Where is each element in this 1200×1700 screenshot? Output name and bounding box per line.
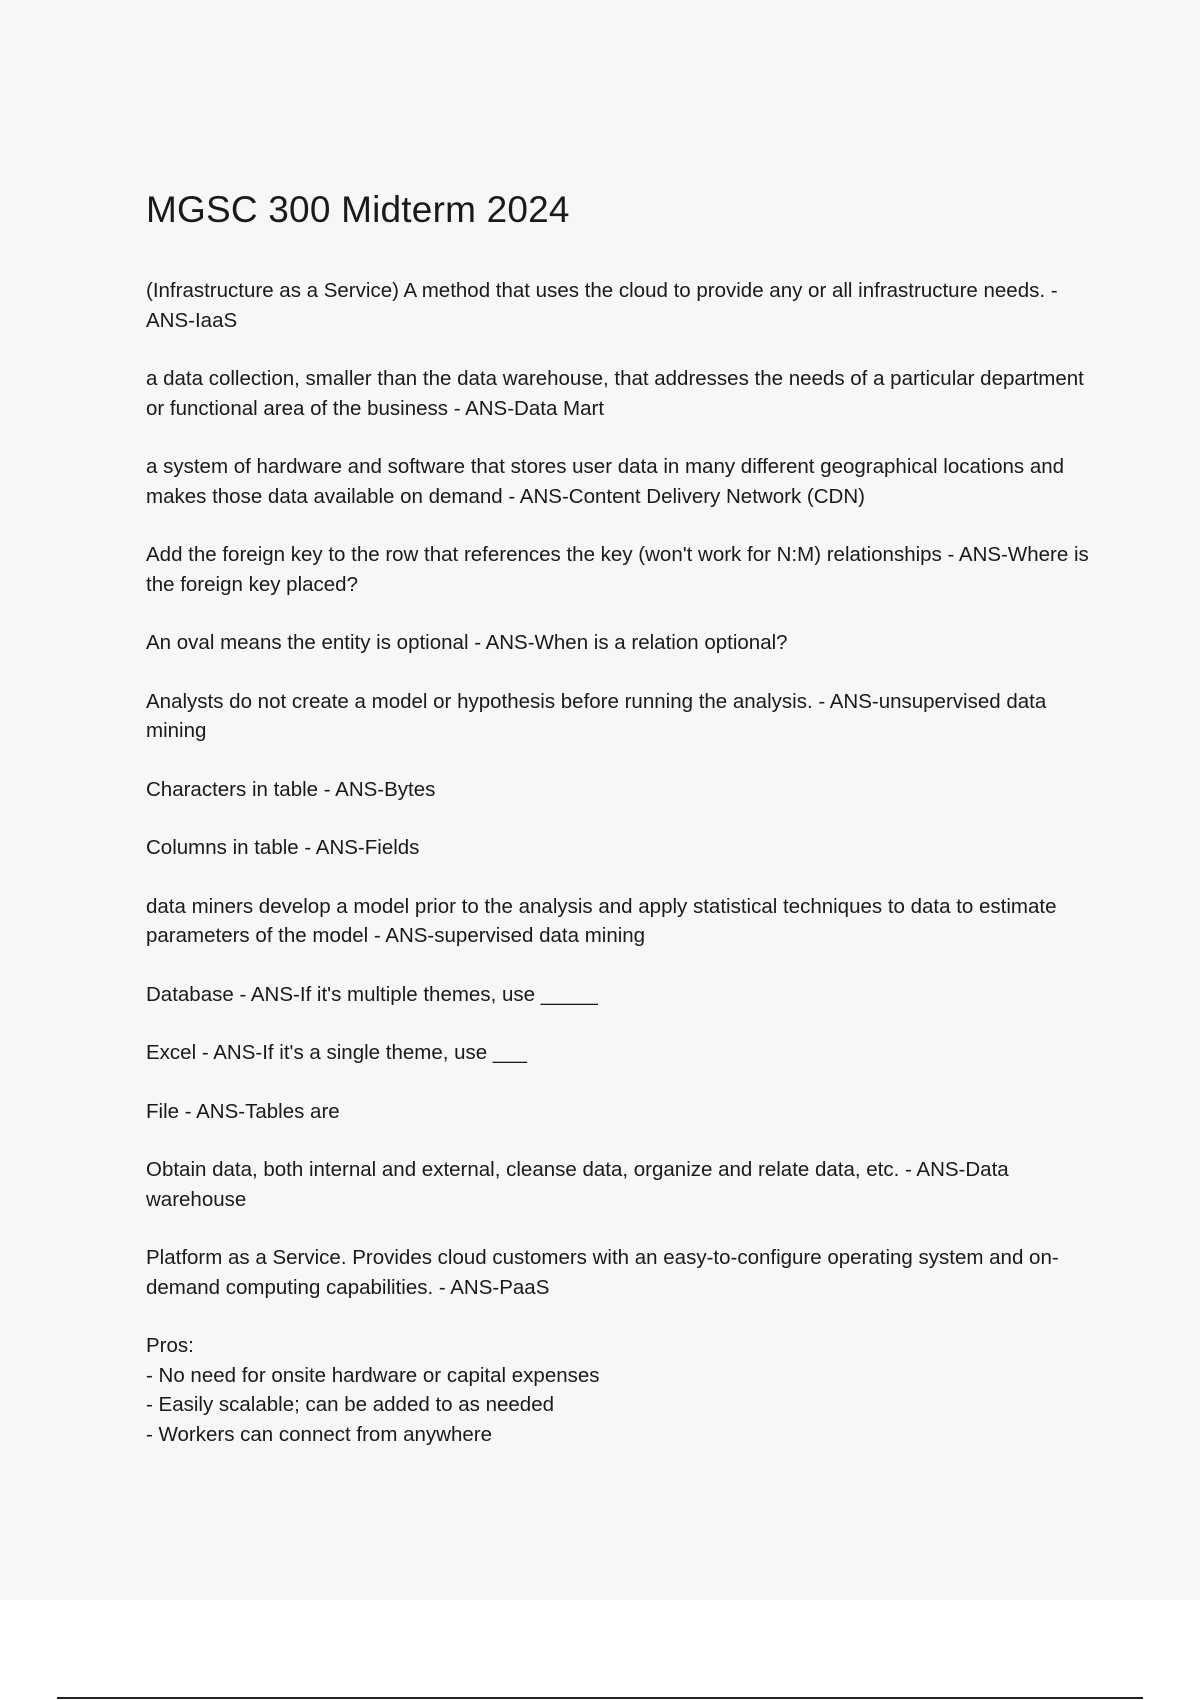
entry-fields: Columns in table - ANS-Fields bbox=[146, 836, 420, 859]
entry-iaas: (Infrastructure as a Service) A method that uses the cloud to provide any or all infrastructure needs. - ANS-IaaS bbox=[146, 279, 1058, 332]
entry-cdn: a system of hardware and software that stores user data in many different geographical locations and makes those data available on demand - ANS-Content Delivery Network (CDN) bbox=[146, 455, 1065, 508]
footer-divider bbox=[57, 1697, 1143, 1699]
entry-foreign-key: Add the foreign key to the row that references the key (won't work for N:M) relationships - ANS-Where is the foreign key placed? bbox=[146, 543, 1089, 596]
entry-file: File - ANS-Tables are bbox=[146, 1099, 340, 1123]
document-title: MGSC 300 Midterm 2024 bbox=[146, 189, 570, 230]
entry-unsupervised: Analysts do not create a model or hypothesis before running the analysis. - ANS-unsupervised data mining bbox=[146, 689, 1047, 742]
entry-optional-relation: An oval means the entity is optional - ANS-When is a relation optional? bbox=[146, 631, 788, 654]
entry-pros: Pros: - No need for onsite hardware or capital expenses - Easily scalable; can be added to as needed - Workers can connect from anywhere bbox=[146, 1334, 600, 1446]
entry-database: Database - ANS-If it's multiple themes, use _____ bbox=[146, 982, 598, 1006]
entry-data-warehouse: Obtain data, both internal and external, cleanse data, organize and relate data, etc. - ANS-Data warehouse bbox=[146, 1158, 1009, 1211]
entry-bytes: Characters in table - ANS-Bytes bbox=[146, 777, 436, 801]
document-body bbox=[146, 186, 1096, 1478]
entry-excel: Excel - ANS-If it's a single theme, use ___ bbox=[146, 1041, 528, 1064]
entry-data-mart: a data collection, smaller than the data warehouse, that addresses the needs of a particular department or functional area of the business - ANS-Data Mart bbox=[146, 367, 1084, 420]
entry-paas: Platform as a Service. Provides cloud customers with an easy-to-configure operating system and on-demand computing capabilities. - ANS-PaaS bbox=[146, 1246, 1059, 1299]
entry-supervised: data miners develop a model prior to the analysis and apply statistical techniques to data to estimate parameters of the model - ANS-supervised data mining bbox=[146, 894, 1057, 947]
